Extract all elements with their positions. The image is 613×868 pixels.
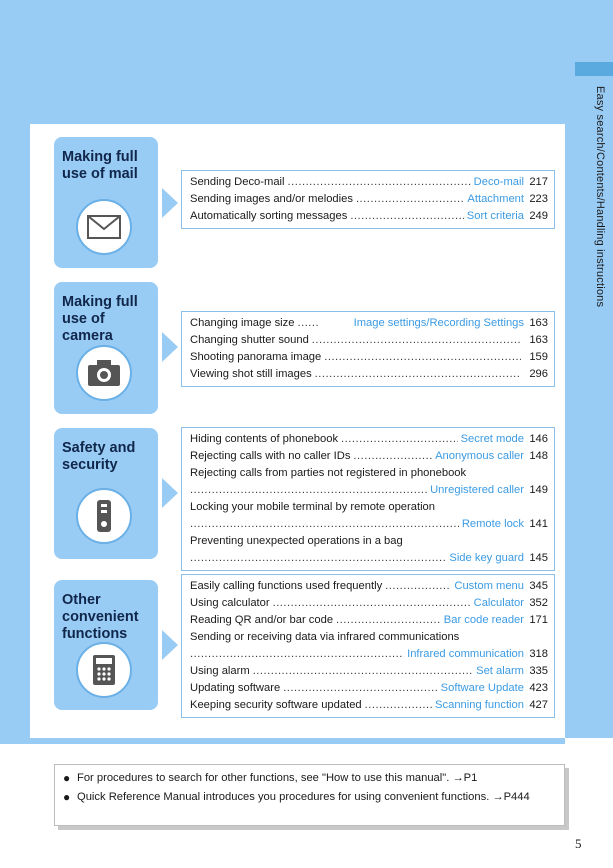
function-list-other bbox=[181, 574, 555, 718]
function-link[interactable]: Calculator bbox=[473, 597, 524, 609]
list-item[interactable] bbox=[190, 482, 548, 499]
leader-dots bbox=[385, 578, 451, 595]
category-title-line: Making full bbox=[62, 149, 138, 165]
arrow-icon bbox=[162, 630, 178, 660]
leader-dots bbox=[324, 349, 521, 366]
category-title bbox=[62, 592, 156, 643]
leader-dots bbox=[350, 208, 463, 225]
page-ref: 159 bbox=[529, 351, 548, 363]
leader-dots bbox=[190, 516, 459, 533]
arrow-icon bbox=[162, 188, 178, 218]
category-title-line: camera bbox=[62, 328, 113, 344]
page-ref: 427 bbox=[529, 699, 548, 711]
function-link[interactable]: Anonymous caller bbox=[435, 450, 524, 462]
arrow-icon bbox=[162, 478, 178, 508]
list-item[interactable] bbox=[190, 174, 548, 191]
category-card-safety bbox=[54, 428, 158, 559]
function-link[interactable]: Software Update bbox=[440, 682, 524, 694]
key-icon bbox=[76, 488, 132, 544]
function-link[interactable]: Deco-mail bbox=[473, 176, 524, 188]
category-title-line: security bbox=[62, 457, 118, 473]
function-list-mail bbox=[181, 170, 555, 229]
page-ref: 171 bbox=[529, 614, 548, 626]
envelope-icon bbox=[76, 199, 132, 255]
function-link[interactable]: Scanning function bbox=[435, 699, 524, 711]
list-item[interactable] bbox=[190, 431, 548, 448]
function-link[interactable]: Bar code reader bbox=[443, 614, 524, 626]
leader-dots bbox=[297, 315, 319, 332]
item-text: Shooting panorama image bbox=[190, 351, 322, 363]
list-item[interactable] bbox=[190, 578, 548, 595]
page-ref: 352 bbox=[529, 597, 548, 609]
calculator-icon bbox=[76, 642, 132, 698]
item-text: Locking your mobile terminal by remote operation bbox=[190, 501, 436, 513]
page-number: 5 bbox=[575, 836, 582, 851]
page-ref: 217 bbox=[529, 176, 548, 188]
note-item bbox=[63, 790, 556, 805]
notes-box bbox=[54, 764, 565, 826]
page-ref: 249 bbox=[529, 210, 548, 222]
item-text: Reading QR and/or bar code bbox=[190, 614, 334, 626]
function-link[interactable]: Image settings/Recording Settings bbox=[353, 317, 524, 329]
list-item[interactable] bbox=[190, 697, 548, 714]
top-band bbox=[0, 0, 565, 124]
camera-icon bbox=[76, 345, 132, 401]
item-text: Automatically sorting messages bbox=[190, 210, 348, 222]
category-title-line: use of bbox=[62, 311, 105, 327]
leader-dots bbox=[312, 332, 521, 349]
bottom-band bbox=[0, 738, 565, 744]
note-text: For procedures to search for other functions, see "How to use this manual". →P1 bbox=[77, 772, 478, 784]
leader-dots bbox=[315, 366, 521, 383]
leader-dots bbox=[190, 482, 427, 499]
item-text: Sending images and/or melodies bbox=[190, 193, 353, 205]
leader-dots bbox=[336, 612, 441, 629]
category-title-line: use of mail bbox=[62, 166, 138, 182]
list-item[interactable] bbox=[190, 448, 548, 465]
category-title bbox=[62, 294, 156, 345]
leader-dots bbox=[190, 550, 446, 567]
function-link[interactable]: Remote lock bbox=[461, 518, 524, 530]
category-card-mail bbox=[54, 137, 158, 268]
arrow-icon bbox=[162, 332, 178, 362]
page-ref: 163 bbox=[529, 317, 548, 329]
list-item[interactable] bbox=[190, 315, 548, 332]
left-band bbox=[0, 124, 30, 738]
function-list-camera bbox=[181, 311, 555, 387]
category-title bbox=[62, 149, 156, 183]
list-item-heading bbox=[190, 629, 548, 646]
category-title-line: convenient bbox=[62, 609, 139, 625]
list-item-heading bbox=[190, 533, 548, 550]
category-card-other bbox=[54, 580, 158, 710]
side-title: Easy search/Contents/Handling instructions bbox=[594, 86, 606, 308]
item-text: Using alarm bbox=[190, 665, 250, 677]
page-ref: 145 bbox=[529, 552, 548, 564]
note-item bbox=[63, 771, 556, 786]
item-text: Changing image size bbox=[190, 317, 295, 329]
list-item[interactable] bbox=[190, 595, 548, 612]
list-item[interactable] bbox=[190, 332, 548, 349]
function-link[interactable]: Secret mode bbox=[460, 433, 524, 445]
list-item[interactable] bbox=[190, 349, 548, 366]
list-item[interactable] bbox=[190, 366, 548, 383]
page-ref: 163 bbox=[529, 334, 548, 346]
list-item[interactable] bbox=[190, 550, 548, 567]
leader-dots bbox=[365, 697, 432, 714]
leader-dots bbox=[190, 646, 404, 663]
leader-dots bbox=[341, 431, 458, 448]
page-ref: 146 bbox=[529, 433, 548, 445]
function-link[interactable]: Sort criteria bbox=[466, 210, 524, 222]
page-ref: 345 bbox=[529, 580, 548, 592]
list-item[interactable] bbox=[190, 612, 548, 629]
item-text: Updating software bbox=[190, 682, 281, 694]
leader-dots bbox=[273, 595, 471, 612]
category-title-line: Making full bbox=[62, 294, 138, 310]
leader-dots bbox=[356, 191, 464, 208]
function-link[interactable]: Custom menu bbox=[454, 580, 524, 592]
list-item-heading bbox=[190, 465, 548, 482]
list-item[interactable] bbox=[190, 680, 548, 697]
item-text: Using calculator bbox=[190, 597, 270, 609]
leader-dots bbox=[253, 663, 473, 680]
item-text: Sending or receiving data via infrared communications bbox=[190, 631, 460, 643]
leader-dots bbox=[283, 680, 437, 697]
function-link[interactable]: Infrared communication bbox=[407, 648, 524, 660]
page-ref: 335 bbox=[529, 665, 548, 677]
leader-dots bbox=[288, 174, 471, 191]
category-title-line: Other bbox=[62, 592, 101, 608]
item-text: Rejecting calls with no caller IDs bbox=[190, 450, 351, 462]
item-text: Rejecting calls from parties not registered in phonebook bbox=[190, 467, 467, 479]
page-ref: 148 bbox=[529, 450, 548, 462]
page-ref: 223 bbox=[529, 193, 548, 205]
list-item[interactable] bbox=[190, 516, 548, 533]
section-tab-marker bbox=[575, 62, 613, 76]
category-title bbox=[62, 440, 156, 474]
list-item[interactable] bbox=[190, 646, 548, 663]
note-text: Quick Reference Manual introduces you procedures for using convenient functions. →P444 bbox=[77, 791, 530, 803]
function-list-safety bbox=[181, 427, 555, 571]
list-item[interactable] bbox=[190, 208, 548, 225]
category-title-line: functions bbox=[62, 626, 128, 642]
item-text: Easily calling functions used frequently bbox=[190, 580, 383, 592]
function-link[interactable]: Side key guard bbox=[449, 552, 524, 564]
page-ref: 423 bbox=[529, 682, 548, 694]
category-card-camera bbox=[54, 282, 158, 414]
function-link[interactable]: Attachment bbox=[467, 193, 524, 205]
function-link[interactable]: Unregistered caller bbox=[430, 484, 524, 496]
item-text: Keeping security software updated bbox=[190, 699, 362, 711]
bullet-icon: ● bbox=[63, 771, 71, 785]
item-text: Preventing unexpected operations in a bag bbox=[190, 535, 403, 547]
category-title-line: Safety and bbox=[62, 440, 136, 456]
item-text: Changing shutter sound bbox=[190, 334, 309, 346]
item-text: Sending Deco-mail bbox=[190, 176, 285, 188]
leader-dots bbox=[353, 448, 432, 465]
page-ref: 296 bbox=[529, 368, 548, 380]
item-text: Viewing shot still images bbox=[190, 368, 312, 380]
item-text: Hiding contents of phonebook bbox=[190, 433, 339, 445]
page-ref: 149 bbox=[529, 484, 548, 496]
page-ref: 141 bbox=[529, 518, 548, 530]
bullet-icon: ● bbox=[63, 790, 71, 804]
list-item[interactable] bbox=[190, 191, 548, 208]
page-ref: 318 bbox=[529, 648, 548, 660]
list-item-heading bbox=[190, 499, 548, 516]
function-link[interactable]: Set alarm bbox=[476, 665, 524, 677]
list-item[interactable] bbox=[190, 663, 548, 680]
